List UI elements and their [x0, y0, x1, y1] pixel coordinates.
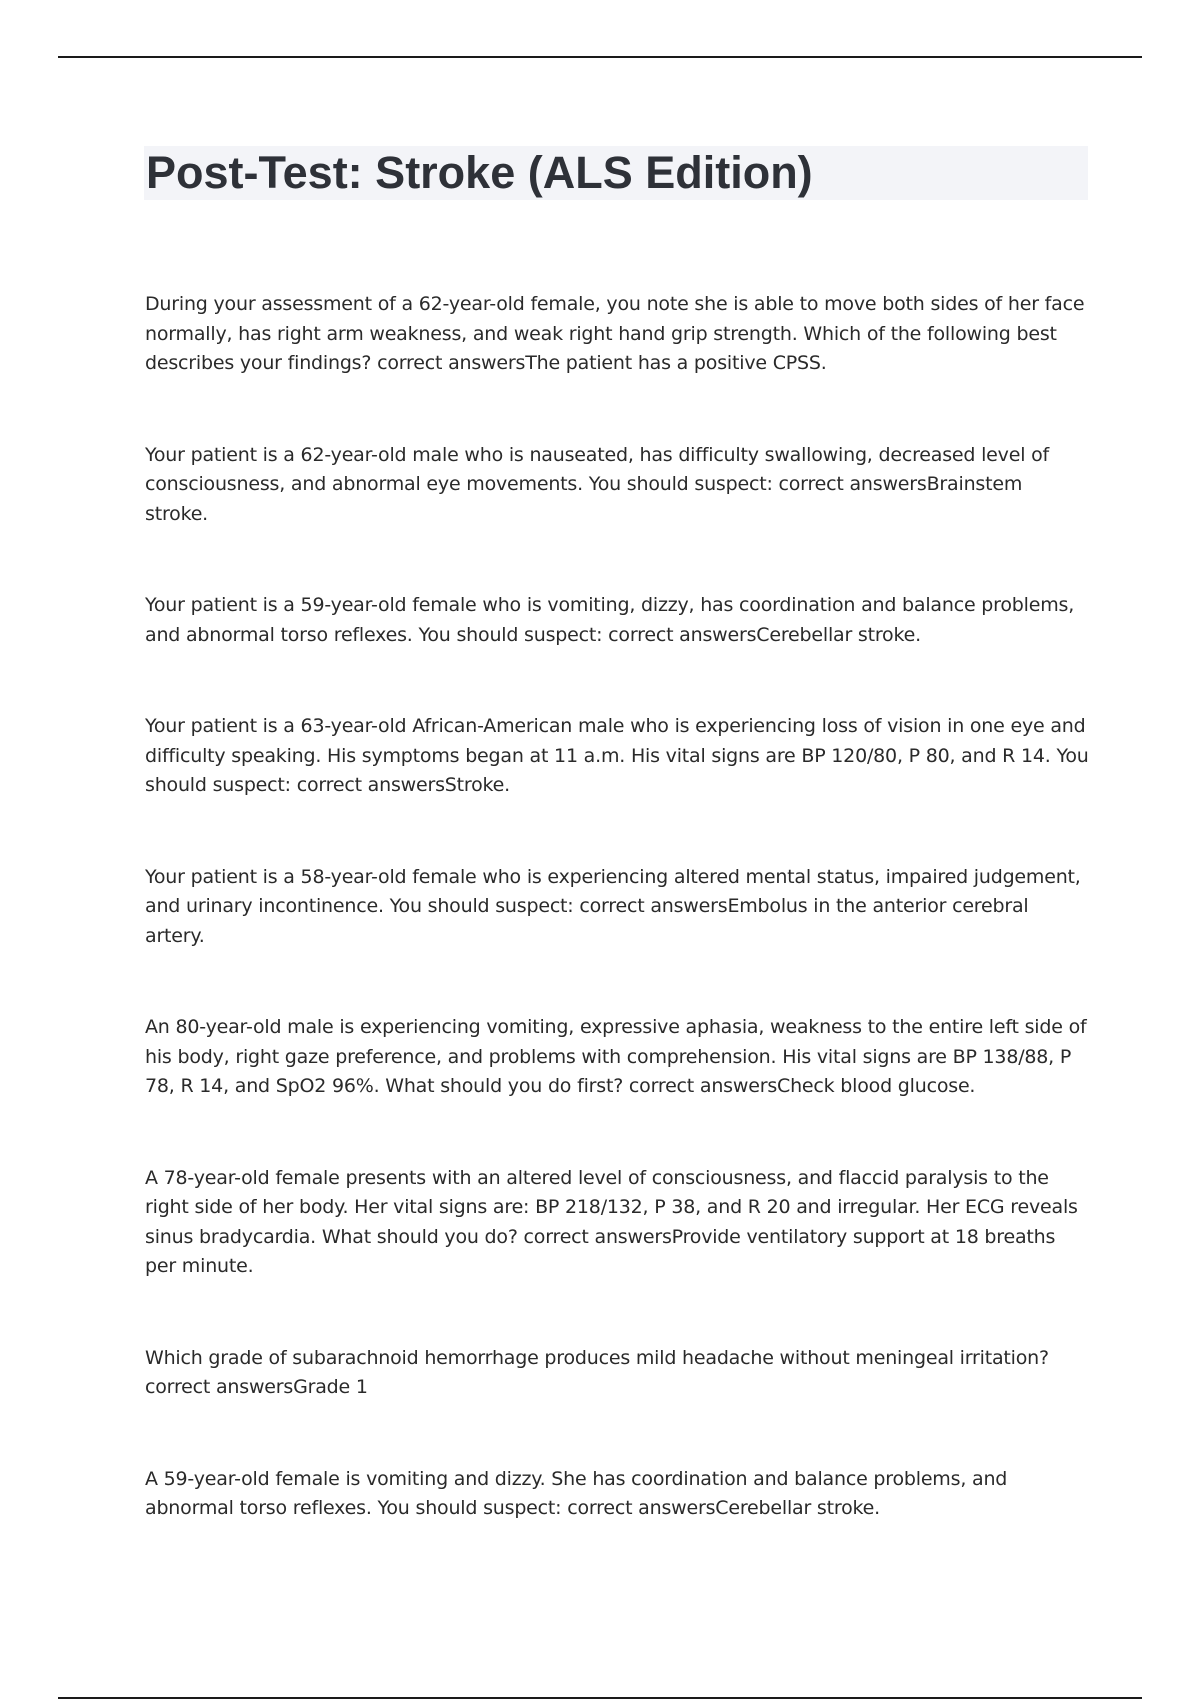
qa-item: Your patient is a 58-year-old female who is experiencing altered mental status, impaired judgement, and urinary incontinence. You should suspect: correct answersEmbolus in the anterior cerebral artery.: [145, 865, 1081, 947]
page-title: Post-Test: Stroke (ALS Edition): [146, 147, 813, 198]
qa-item: During your assessment of a 62-year-old female, you note she is able to move both sides of her face normally, has right arm weakness, and weak right hand grip strength. Which of the following best describes your findings? correct answersThe patient has a positive CPSS.: [145, 293, 1085, 374]
qa-item: Your patient is a 59-year-old female who is vomiting, dizzy, has coordination and balance problems, and abnormal torso reflexes. You should suspect: correct answersCerebellar stroke.: [145, 594, 1075, 646]
document-body: [145, 290, 1091, 1524]
qa-item: An 80-year-old male is experiencing vomiting, expressive aphasia, weakness to the entire left side of his body, right gaze preference, and problems with comprehension. His vital signs are BP 138/88, P 78, R 14, and SpO2 96%. What should you do first? correct answersCheck blood glucose.: [145, 1016, 1087, 1097]
qa-item: Your patient is a 63-year-old African-American male who is experiencing loss of vision in one eye and difficulty speaking. His symptoms began at 11 a.m. His vital signs are BP 120/80, P 80, and R 14. You should suspect: correct answersStroke.: [145, 715, 1089, 796]
qa-item: Your patient is a 62-year-old male who is nauseated, has difficulty swallowing, decreased level of consciousness, and abnormal eye movements. You should suspect: correct answersBrainstem stroke.: [145, 443, 1050, 525]
qa-item: Which grade of subarachnoid hemorrhage produces mild headache without meningeal irritation? correct answersGrade 1: [145, 1346, 1049, 1398]
qa-item: A 59-year-old female is vomiting and dizzy. She has coordination and balance problems, and abnormal torso reflexes. You should suspect: correct answersCerebellar stroke.: [145, 1467, 1008, 1519]
bottom-rule: [58, 1697, 1142, 1699]
qa-item: A 78-year-old female presents with an altered level of consciousness, and flaccid paralysis to the right side of her body. Her vital signs are: BP 218/132, P 38, and R 20 and irregular. Her ECG reveals sinus bradycardia. What should you do? correct answersProvide ventilatory support at 18 breaths per minute.: [145, 1166, 1078, 1277]
top-rule: [58, 56, 1142, 58]
